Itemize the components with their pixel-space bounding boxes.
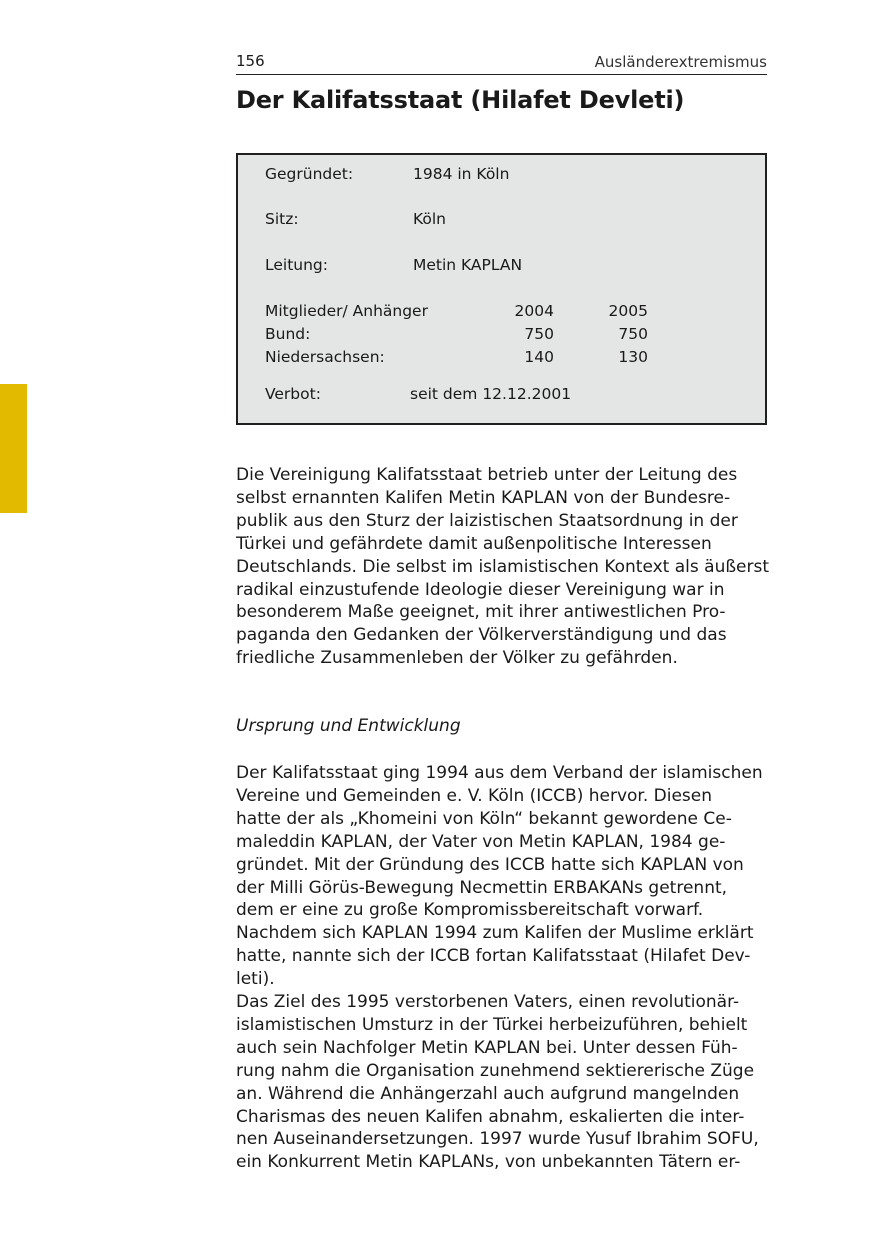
page-number: 156 [236,52,265,70]
body-paragraph-1: Der Kalifatsstaat ging 1994 aus dem Verband der islamischen Vereine und Gemeinden e. V. Köln (ICCB) hervor. Diesen hatte der als „Khomeini von Köln“ bekannt gewordene Ce- maleddin KAPLAN, der Vater von Metin KAPLAN, 1984 ge- gründet. Mit der Gründung des ICCB hatte sich KAPLAN von der Milli Görüs-Bewegung Necmettin ERBAKANs getrennt, dem er eine zu große Kompromissbereitschaft vorwarf. Nachdem sich KAPLAN 1994 zum Kalifen der Muslime erklärt hatte, nannte sich der ICCB fortan Kalifatsstaat (Hilafet Dev- leti). [236,763,763,990]
running-head: Ausländerextremismus [594,53,767,71]
leader-label: Leitung: [265,256,328,274]
year-2005: 2005 [608,302,648,320]
founded-value: 1984 in Köln [413,165,510,183]
federal-label: Bund: [265,325,311,343]
section-heading: Ursprung und Entwicklung [236,716,461,736]
state-2004: 140 [524,348,554,366]
fact-box [236,153,767,425]
seat-label: Sitz: [265,210,299,228]
leader-value: Metin KAPLAN [413,256,523,274]
state-label: Niedersachsen: [265,348,385,366]
chapter-thumb-tab [0,384,27,513]
ban-value: seit dem 12.12.2001 [410,385,572,403]
header-rule [236,74,767,75]
ban-label: Verbot: [265,385,321,403]
seat-value: Köln [413,210,447,228]
state-2005: 130 [618,348,648,366]
page-title: Der Kalifatsstaat (Hilafet Devleti) [236,86,685,114]
year-2004: 2004 [514,302,554,320]
federal-2005: 750 [618,325,648,343]
intro-paragraph: Die Vereinigung Kalifatsstaat betrieb unter der Leitung des selbst ernannten Kalifen Metin KAPLAN von der Bundesre- publik aus den Sturz der laizistischen Staatsordnung in der Türkei und gefährdete damit außenpolitische Interessen Deutschlands. Die selbst im islamistischen Kontext als äußerst radikal einzustufende Ideologie dieser Vereinigung war in besonderem Maße geeignet, mit ihrer antiwestlichen Pro- paganda den Gedanken der Völkerverständigung und das friedliche Zusammenleben der Völker zu gefährden. [236,465,770,669]
federal-2004: 750 [524,325,554,343]
founded-label: Gegründet: [265,165,354,183]
members-label: Mitglieder/ Anhänger [265,302,428,320]
body-paragraph-2: Das Ziel des 1995 verstorbenen Vaters, einen revolutionär- islamistischen Umsturz in der Türkei herbeizuführen, behielt auch sein Nachfolger Metin KAPLAN bei. Unter dessen Füh- rung nahm die Organisation zunehmend sektiererische Züge an. Während die Anhängerzahl auch aufgrund mangelnden Charismas des neuen Kalifen abnahm, eskalierten die inter- nen Auseinandersetzungen. 1997 wurde Yusuf Ibrahim SOFU, ein Konkurrent Metin KAPLANs, von unbekannten Tätern er- [236,992,759,1173]
